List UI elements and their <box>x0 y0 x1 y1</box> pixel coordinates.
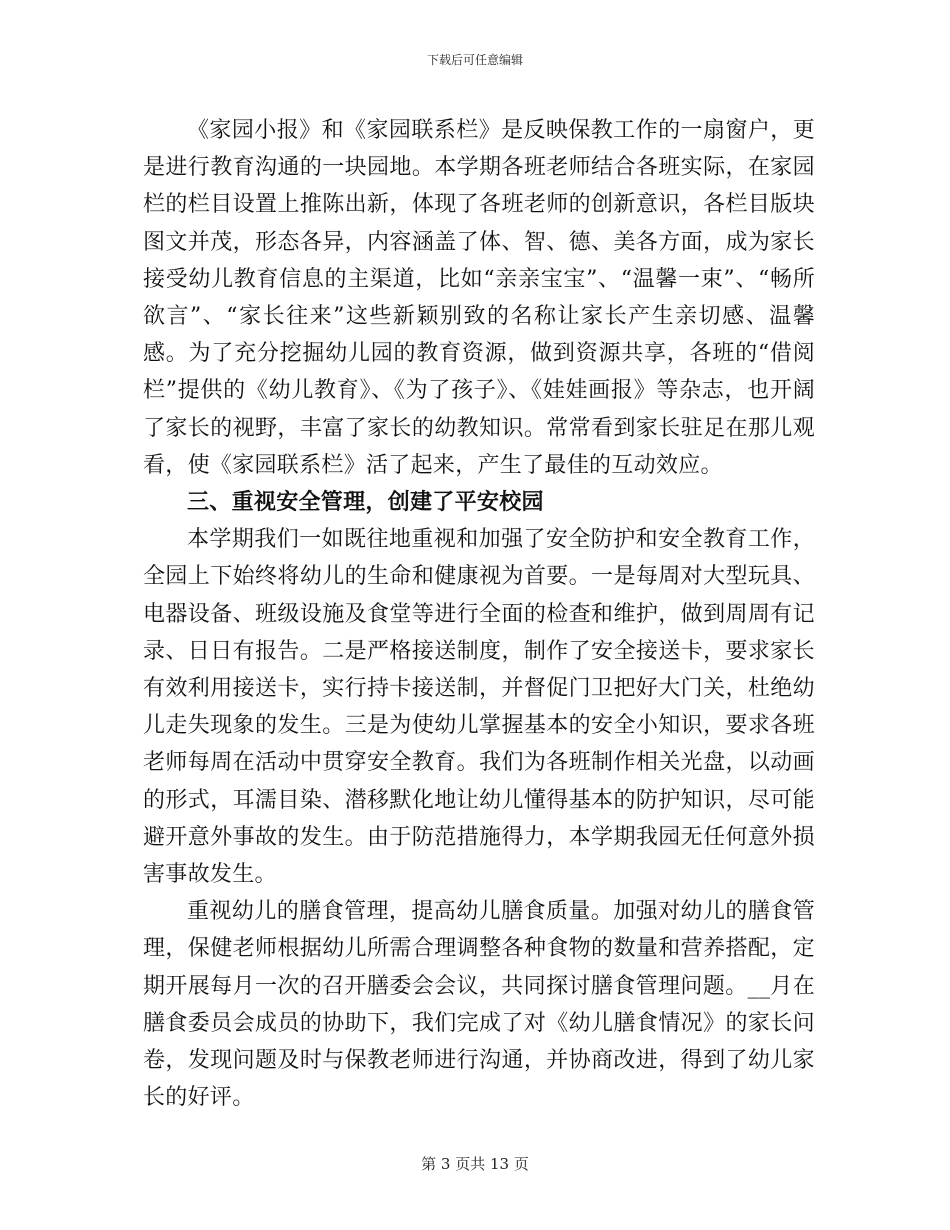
paragraph-safety-management: 本学期我们一如既往地重视和加强了安全防护和安全教育工作，全园上下始终将幼儿的生命和健康视为首要。一是每周对大型玩具、电器设备、班级设施及食堂等进行全面的检查和维护，做到周周有记录、日日有报告。二是严格接送制度，制作了安全接送卡，要求家长有效利用接送卡，实行持卡接送制，并督促门卫把好大门关，杜绝幼儿走失现象的发生。三是为使幼儿掌握基本的安全小知识，要求各班老师每周在活动中贯穿安全教育。我们为各班制作相关光盘，以动画的形式，耳濡目染、潜移默化地让幼儿懂得基本的防护知识，尽可能避开意外事故的发生。由于防范措施得力，本学期我园无任何意外损害事故发生。 <box>143 527 815 888</box>
paragraph-meal-management: 重视幼儿的膳食管理，提高幼儿膳食质量。加强对幼儿的膳食管理，保健老师根据幼儿所需合理调整各种食物的数量和营养搭配，定期开展每月一次的召开膳委会会议，共同探讨膳食管理问题。__月在膳食委员会成员的协助下，我们完成了对《幼儿膳食情况》的家长问卷，发现问题及时与保教老师进行沟通，并协商改进，得到了幼儿家长的好评。 <box>143 899 815 1111</box>
document-body <box>143 112 815 1116</box>
paragraph-family-bulletin: 《家园小报》和《家园联系栏》是反映保教工作的一扇窗户，更是进行教育沟通的一块园地。本学期各班老师结合各班实际，在家园栏的栏目设置上推陈出新，体现了各班老师的创新意识，各栏目版块图文并茂，形态各异，内容涵盖了体、智、德、美各方面，成为家长接受幼儿教育信息的主渠道，比如“亲亲宝宝”、“温馨一束”、“畅所欲言”、“家长往来”这些新颖别致的名称让家长产生亲切感、温馨感。为了充分挖掘幼儿园的教育资源，做到资源共享，各班的“借阅栏”提供的《幼儿教育》、《为了孩子》、《娃娃画报》等杂志，也开阔了家长的视野，丰富了家长的幼教知识。常常看到家长驻足在那儿观看，使《家园联系栏》活了起来，产生了最佳的互动效应。 <box>143 118 815 478</box>
page-footer-indicator: 第 3 页共 13 页 <box>421 1155 529 1173</box>
page-header-note: 下载后可任意编辑 <box>426 53 523 67</box>
section-heading-safety: 三、重视安全管理，创建了平安校园 <box>187 489 544 516</box>
